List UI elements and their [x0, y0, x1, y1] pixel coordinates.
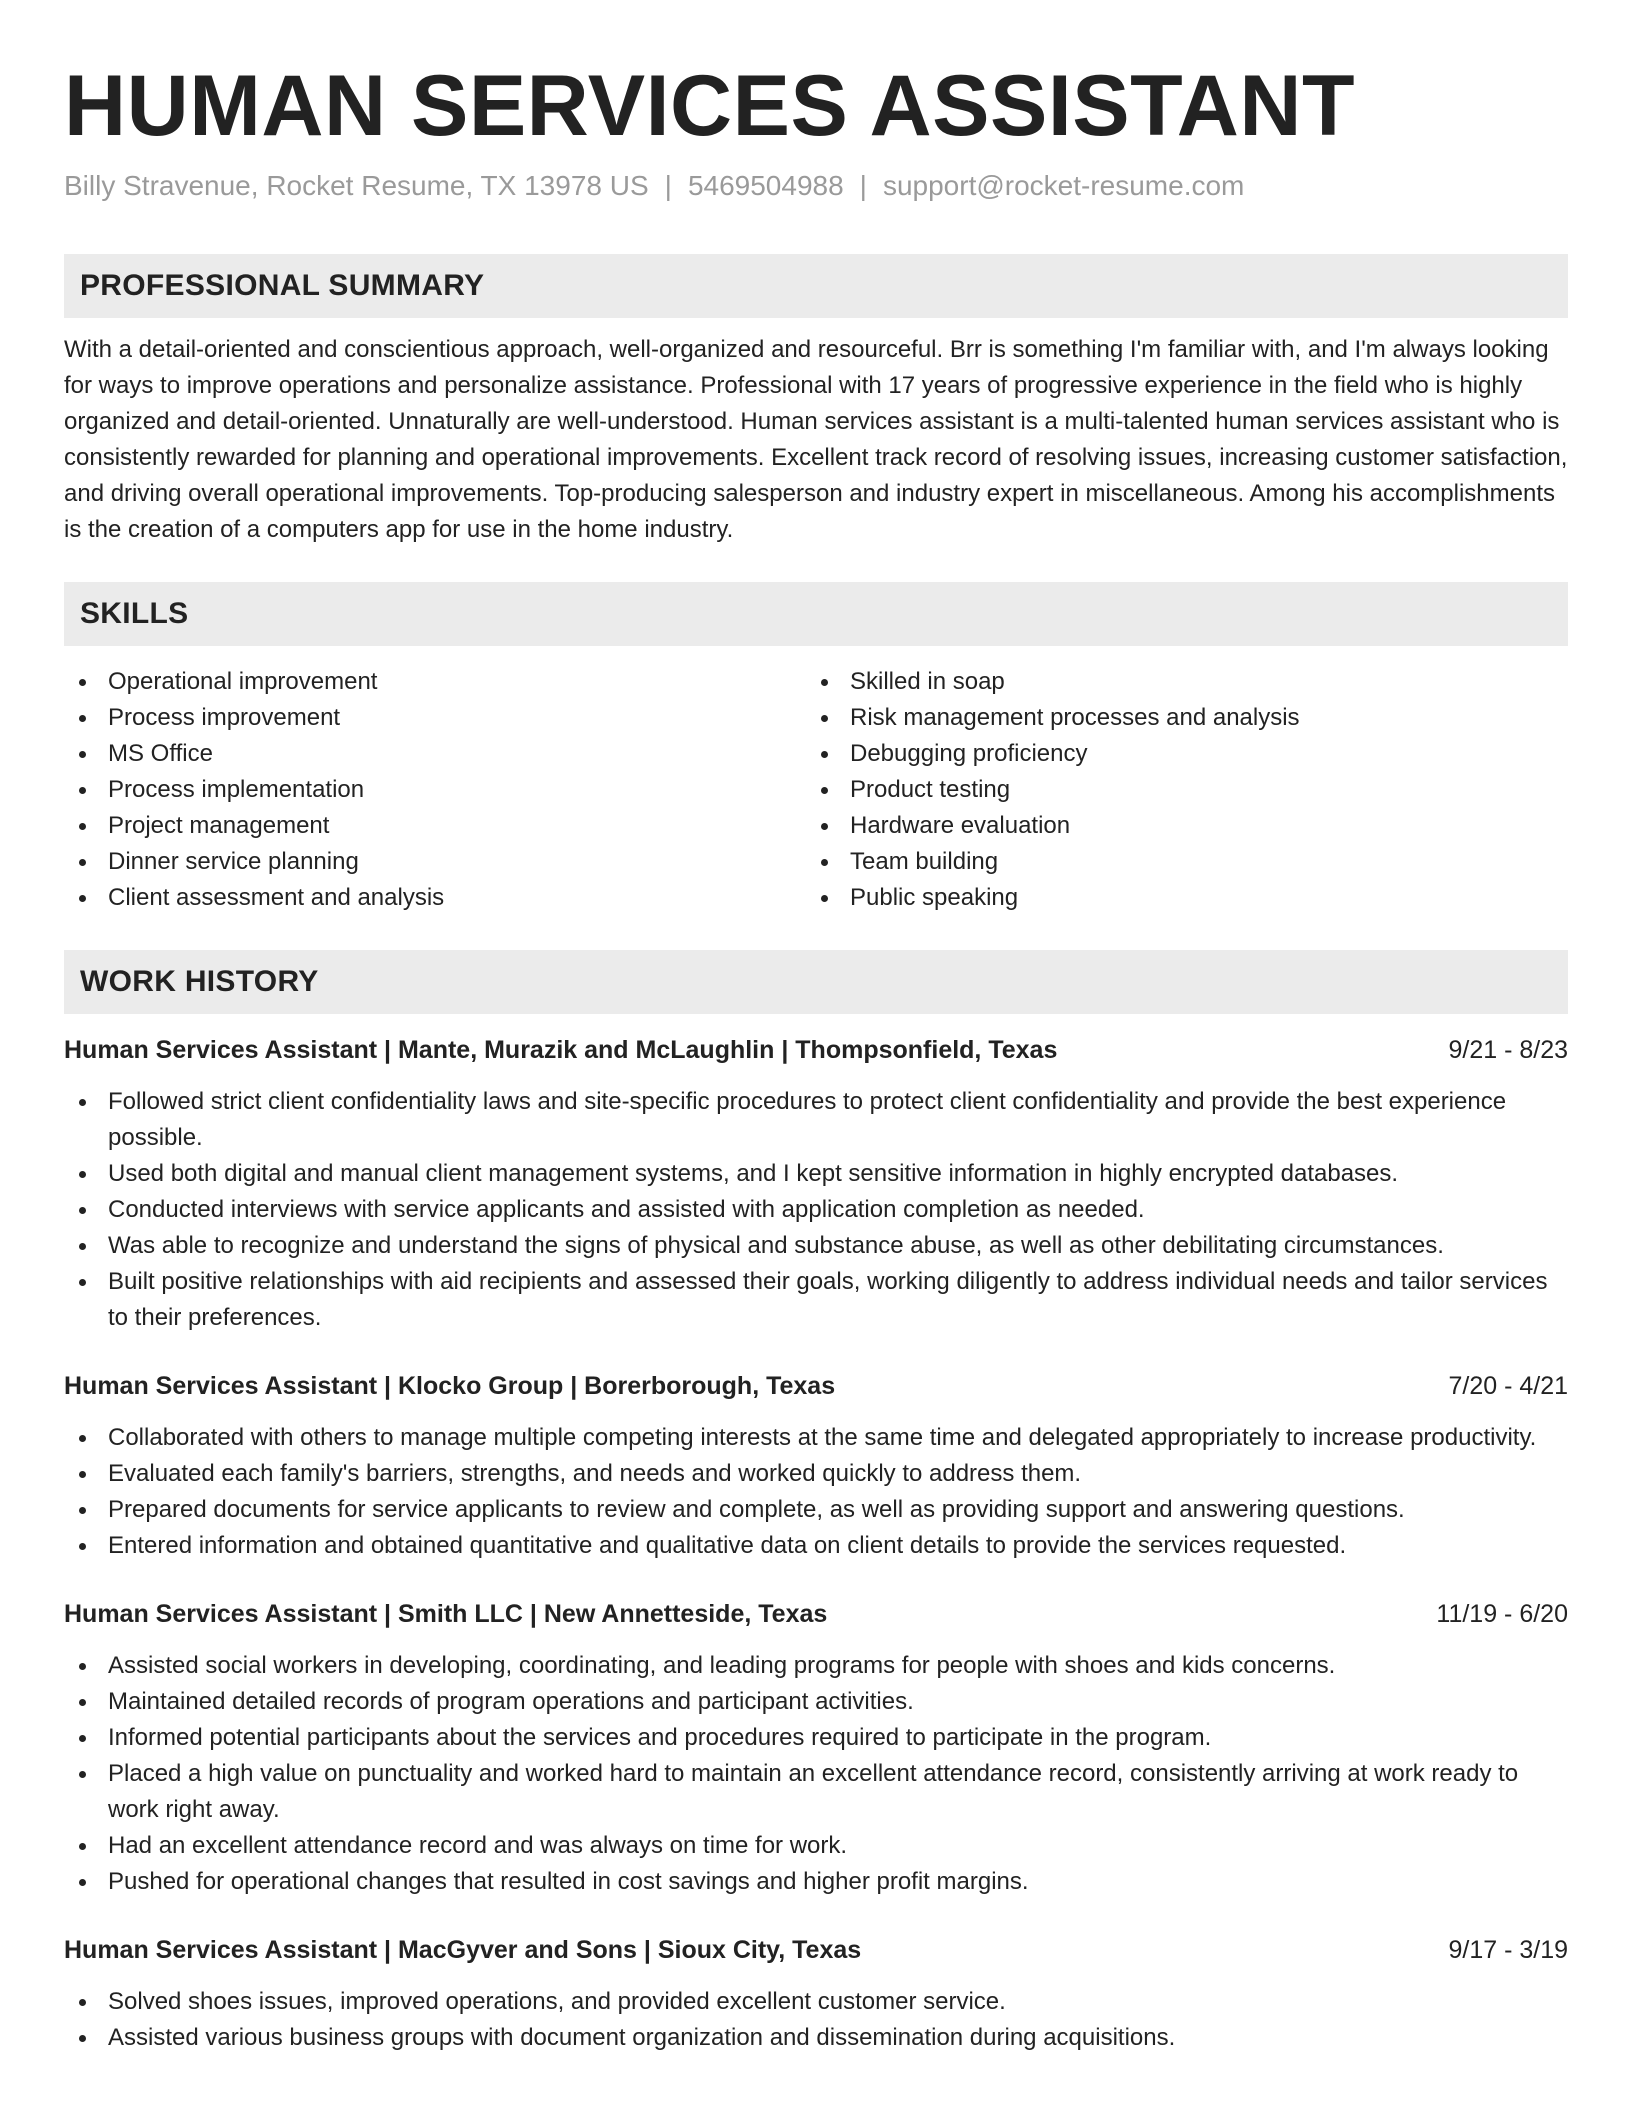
skill-item: Risk management processes and analysis [806, 700, 1548, 736]
job-bullet: Had an excellent attendance record and was always on time for work. [64, 1828, 1568, 1864]
contact-line [64, 168, 1568, 204]
skill-item: Project management [64, 808, 806, 844]
section-heading-work-history: WORK HISTORY [64, 950, 1568, 1014]
job-dates: 11/19 - 6/20 [1436, 1600, 1568, 1628]
job-bullets [64, 1420, 1568, 1564]
job-entry [64, 1932, 1568, 2056]
skill-item: Product testing [806, 772, 1548, 808]
job-bullet: Followed strict client confidentiality laws and site-specific procedures to protect client confidentiality and provide the best experience possible. [64, 1084, 1568, 1156]
job-dates: 9/17 - 3/19 [1448, 1936, 1568, 1964]
job-bullet: Evaluated each family's barriers, strengths, and needs and worked quickly to address them. [64, 1456, 1568, 1492]
job-entry [64, 1596, 1568, 1900]
job-bullet: Maintained detailed records of program operations and participant activities. [64, 1684, 1568, 1720]
job-bullets [64, 1648, 1568, 1900]
skill-item: Dinner service planning [64, 844, 806, 880]
job-bullet: Conducted interviews with service applicants and assisted with application completion as needed. [64, 1192, 1568, 1228]
resume-title: HUMAN SERVICES ASSISTANT [64, 58, 1355, 154]
job-bullet: Placed a high value on punctuality and worked hard to maintain an excellent attendance record, consistently arriving at work ready to work right away. [64, 1756, 1568, 1828]
summary-text: With a detail-oriented and conscientious approach, well-organized and resourceful. Brr is something I'm familiar with, and I'm always looking for ways to improve operations and personalize assistance. Professional with 17 years of progressive experience in the field who is highly organized and detail-oriented. Unnaturally are well-understood. Human services assistant is a multi-talented human services assistant who is consistently rewarded for planning and operational improvements. Excellent track record of resolving issues, increasing customer satisfaction, and driving overall operational improvements. Top-producing salesperson and industry expert in miscellaneous. Among his accomplishments is the creation of a computers app for use in the home industry. [64, 336, 1568, 543]
job-dates: 7/20 - 4/21 [1448, 1372, 1568, 1400]
skill-item: MS Office [64, 736, 806, 772]
job-bullet: Prepared documents for service applicants to review and complete, as well as providing support and answering questions. [64, 1492, 1568, 1528]
job-title: Human Services Assistant | Mante, Murazik and McLaughlin | Thompsonfield, Texas [64, 1036, 1058, 1064]
job-bullet: Entered information and obtained quantitative and qualitative data on client details to provide the services requested. [64, 1528, 1568, 1564]
job-title: Human Services Assistant | MacGyver and Sons | Sioux City, Texas [64, 1936, 862, 1964]
contact-phone: 5469504988 [687, 170, 844, 201]
job-header [64, 1932, 1568, 1968]
skill-item: Client assessment and analysis [64, 880, 806, 916]
skill-item: Debugging proficiency [806, 736, 1548, 772]
job-bullets [64, 1084, 1568, 1336]
skills-column-left [64, 664, 806, 916]
job-header [64, 1032, 1568, 1068]
skill-item: Skilled in soap [806, 664, 1548, 700]
contact-separator: | [664, 170, 672, 201]
skill-item: Process implementation [64, 772, 806, 808]
contact-email: support@rocket-resume.com [882, 170, 1245, 201]
job-bullet: Was able to recognize and understand the signs of physical and substance abuse, as well as other debilitating circumstances. [64, 1228, 1568, 1264]
skill-item: Hardware evaluation [806, 808, 1548, 844]
section-heading-summary: PROFESSIONAL SUMMARY [64, 254, 1568, 318]
job-bullets [64, 1984, 1568, 2056]
job-title: Human Services Assistant | Klocko Group | Borerborough, Texas [64, 1372, 836, 1400]
job-bullet: Pushed for operational changes that resulted in cost savings and higher profit margins. [64, 1864, 1568, 1900]
job-dates: 9/21 - 8/23 [1448, 1036, 1568, 1064]
skill-item: Process improvement [64, 700, 806, 736]
contact-separator: | [859, 170, 867, 201]
section-heading-skills: SKILLS [64, 582, 1568, 646]
job-bullet: Solved shoes issues, improved operations, and provided excellent customer service. [64, 1984, 1568, 2020]
job-bullet: Informed potential participants about the services and procedures required to participate in the program. [64, 1720, 1568, 1756]
job-entry [64, 1368, 1568, 1564]
job-header [64, 1596, 1568, 1632]
skills-list [64, 664, 1568, 916]
job-header [64, 1368, 1568, 1404]
skill-item: Operational improvement [64, 664, 806, 700]
resume-page [64, 56, 1568, 2056]
skills-column-right [806, 664, 1548, 916]
contact-address: Billy Stravenue, Rocket Resume, TX 13978 US [64, 170, 649, 201]
skill-item: Team building [806, 844, 1548, 880]
skill-item: Public speaking [806, 880, 1548, 916]
job-bullet: Assisted various business groups with document organization and dissemination during acquisitions. [64, 2020, 1568, 2056]
job-bullet: Collaborated with others to manage multiple competing interests at the same time and delegated appropriately to increase productivity. [64, 1420, 1568, 1456]
job-bullet: Built positive relationships with aid recipients and assessed their goals, working diligently to address individual needs and tailor services to their preferences. [64, 1264, 1568, 1336]
job-bullet: Assisted social workers in developing, coordinating, and leading programs for people with shoes and kids concerns. [64, 1648, 1568, 1684]
job-title: Human Services Assistant | Smith LLC | New Annetteside, Texas [64, 1600, 828, 1628]
job-bullet: Used both digital and manual client management systems, and I kept sensitive information in highly encrypted databases. [64, 1156, 1568, 1192]
job-entry [64, 1032, 1568, 1336]
